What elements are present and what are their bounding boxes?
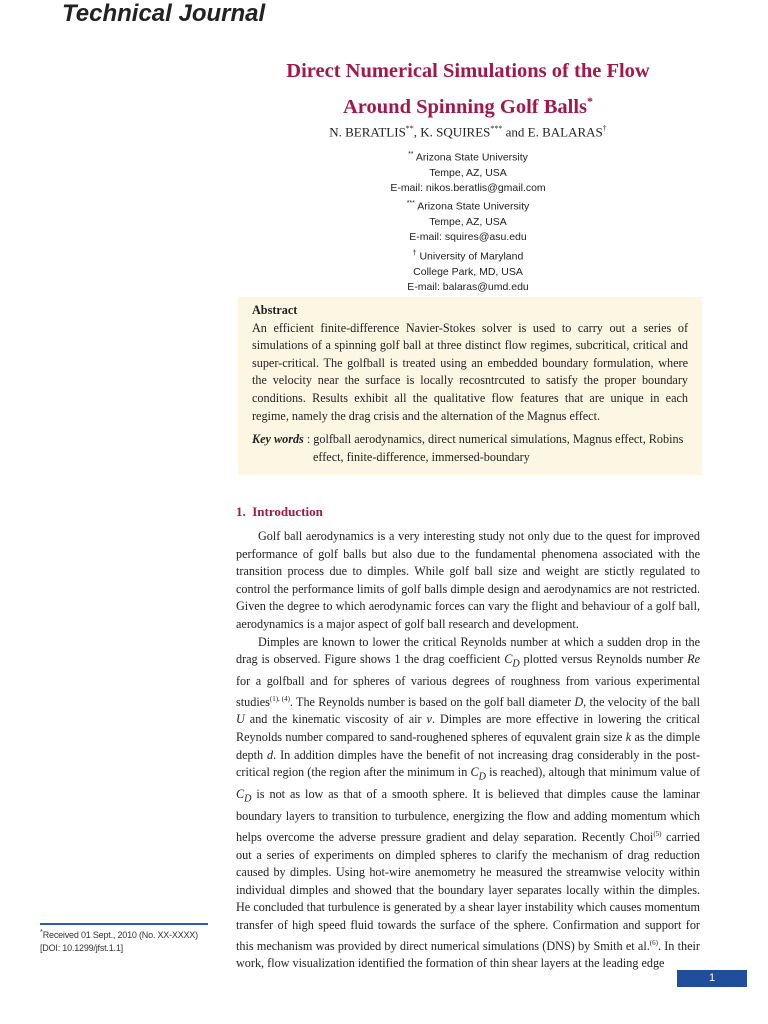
affiliation-1-email: E-mail: nikos.beratlis@gmail.com <box>390 182 546 195</box>
affiliation-mark-1: ** <box>408 151 414 158</box>
affiliation-1 <box>236 147 700 166</box>
affiliation-3-city: College Park, MD, USA <box>413 265 523 278</box>
author-mark-1: ** <box>405 124 414 133</box>
cd-symbol <box>470 765 486 783</box>
keywords <box>252 431 688 466</box>
text-run: for a golfball and for spheres of various degrees of roughness from various experimental studies <box>236 674 700 709</box>
footnote-mark: * <box>40 927 43 936</box>
affiliation-3-name: University of Maryland <box>416 250 524 263</box>
text-run: Dimples are known to lower the critical Reynolds number at which a sudden drop in the drag is observed. Figure shows 1 the drag coefficient <box>236 634 700 667</box>
affiliation-3 <box>236 246 700 265</box>
section-number: 1. <box>236 504 246 519</box>
journal-name: Technical Journal <box>62 0 266 27</box>
viscosity-symbol: ν <box>426 712 432 727</box>
section-heading <box>236 504 323 520</box>
affiliation-2-city: Tempe, AZ, USA <box>429 216 507 229</box>
footnote <box>40 925 220 955</box>
title-footnote-mark: * <box>587 94 594 108</box>
body-text <box>236 528 700 973</box>
affiliation-mark-2: *** <box>406 200 415 208</box>
affiliation-2 <box>236 196 700 215</box>
paper-title <box>236 56 700 122</box>
text-run: as the dimple depth <box>236 730 700 762</box>
paragraph-2 <box>236 634 700 973</box>
affiliation-1-name: Arizona State University <box>413 151 528 164</box>
depth-symbol: d <box>267 747 274 762</box>
title-line-1: Direct Numerical Simulations of the Flow <box>286 60 650 82</box>
text-run: carried out a series of experiments on dimpled spheres to clarify the mechanism of drag reduction caused by dimples. Using hot-wire anemometry he measured the streamwise velocity within individual dimples and showed that the boundary layer separates locally within the dimples. He concluded that turbulence is generated by a shear layer instability which causes momentum transfer of high speed fluid towards the surface of the sphere. Confirmation and support for this mechanism was provided by direct numerical simulations (DNS) by Smith et al. <box>236 829 701 953</box>
affiliations <box>236 147 700 295</box>
citation-6: (6) <box>649 938 658 947</box>
citation-5: (5) <box>653 829 662 838</box>
text-run: . In their work, flow visualization identified the formation of thin shear layers at the leading edge <box>236 938 700 971</box>
author-beratlis: N. BERATLIS <box>329 124 406 140</box>
affiliation-3-email: E-mail: balaras@umd.edu <box>407 280 529 293</box>
text-run: . Dimples are more effective in lowering the critical Reynolds number compared to sand-roughened spheres of equvalent grain size <box>236 712 700 745</box>
cd-letter: C <box>504 652 513 667</box>
page-number: 1 <box>677 970 747 987</box>
cd-symbol <box>236 787 252 805</box>
footnote-doi: [DOI: 10.1299/jfst.1.1] <box>40 943 123 953</box>
cd-letter: C <box>236 787 245 802</box>
re-symbol: Re <box>687 652 701 667</box>
paragraph-1: Golf ball aerodynamics is a very interesting study not only due to the quest for improved performance of golf balls but also due to the fundamental phenomena associated with the transition process due to dimples. While golf ball size and weight are stictly regulated to control the performance limits of golf balls dimple design and aerodynamics are not restricted. Given the degree to which aerodynamic forces can vary the flight and behaviour of a golf ball, aerodynamics is a major aspect of golf ball research and development. <box>236 529 700 631</box>
title-line-2 <box>236 86 700 122</box>
footnote-received <box>40 925 220 942</box>
text-run: plotted versus Reynolds number <box>519 652 688 667</box>
author-mark-2: *** <box>490 124 503 133</box>
keywords-line-1: : golfball aerodynamics, direct numerical simulations, Magnus effect, Robins <box>303 432 684 447</box>
text-run: is not as low as that of a smooth sphere. It is believed that dimples cause the laminar boundary layers to transition to turbulence, energizing the flow and adding momentum which helps overcome the adverse pressure gradient and delay separation. Recently Choi <box>236 787 700 844</box>
affiliation-1-city: Tempe, AZ, USA <box>429 166 507 179</box>
text-run: , the velocity of the ball <box>583 694 701 709</box>
keywords-line-2: effect, finite-difference, immersed-boundary <box>313 449 530 464</box>
author-squires: , K. SQUIRES <box>413 124 491 140</box>
abstract-box <box>238 297 702 475</box>
keywords-label: Key words <box>252 432 304 447</box>
grain-size-symbol: k <box>625 730 632 745</box>
text-run: is reached), altough that minimum value of <box>485 765 700 780</box>
text-run: and the kinematic viscosity of air <box>244 712 427 727</box>
cd-subscript: D <box>244 793 252 805</box>
cd-symbol <box>504 652 520 670</box>
author-balaras: and E. BALARAS <box>502 124 603 140</box>
abstract-text: An efficient finite-difference Navier-Stokes solver is used to carry out a series of simulations of a spinning golf ball at three distinct flow regimes, subcritical, critical and super-critical. The golfball is treated using an embedded boundary formulation, where the velocity near the surface is locally recosntrcuted to satisfy the proper boundary conditions. Results exhibit all the qualitative flow features that are unique in each regime, namely the drag crisis and the alternation of the Magnus effect. <box>252 320 688 423</box>
cd-letter: C <box>470 765 479 780</box>
author-list <box>236 124 700 140</box>
affiliation-mark-3: † <box>412 249 417 257</box>
citation-1-4: (1), (4) <box>269 694 290 703</box>
text-run: . The Reynolds number is based on the golf ball diameter <box>289 694 575 709</box>
title-line-2-text: Around Spinning Golf Balls <box>342 95 588 118</box>
cd-subscript: D <box>512 658 520 670</box>
section-title: Introduction <box>252 504 323 519</box>
cd-subscript: D <box>478 771 486 783</box>
text-run: . In addition dimples have the benefit of not increasing drag considerably in the post-critical region (the region after the minimum in <box>236 747 701 780</box>
author-mark-3: † <box>602 124 607 133</box>
affiliation-2-name: Arizona State University <box>414 200 530 213</box>
affiliation-2-email: E-mail: squires@asu.edu <box>409 231 527 244</box>
diameter-symbol: D <box>574 694 584 709</box>
footnote-received-text: Received 01 Sept., 2010 (No. XX-XXXX) <box>42 930 198 940</box>
velocity-symbol: U <box>236 712 245 727</box>
abstract-heading: Abstract <box>252 303 298 317</box>
